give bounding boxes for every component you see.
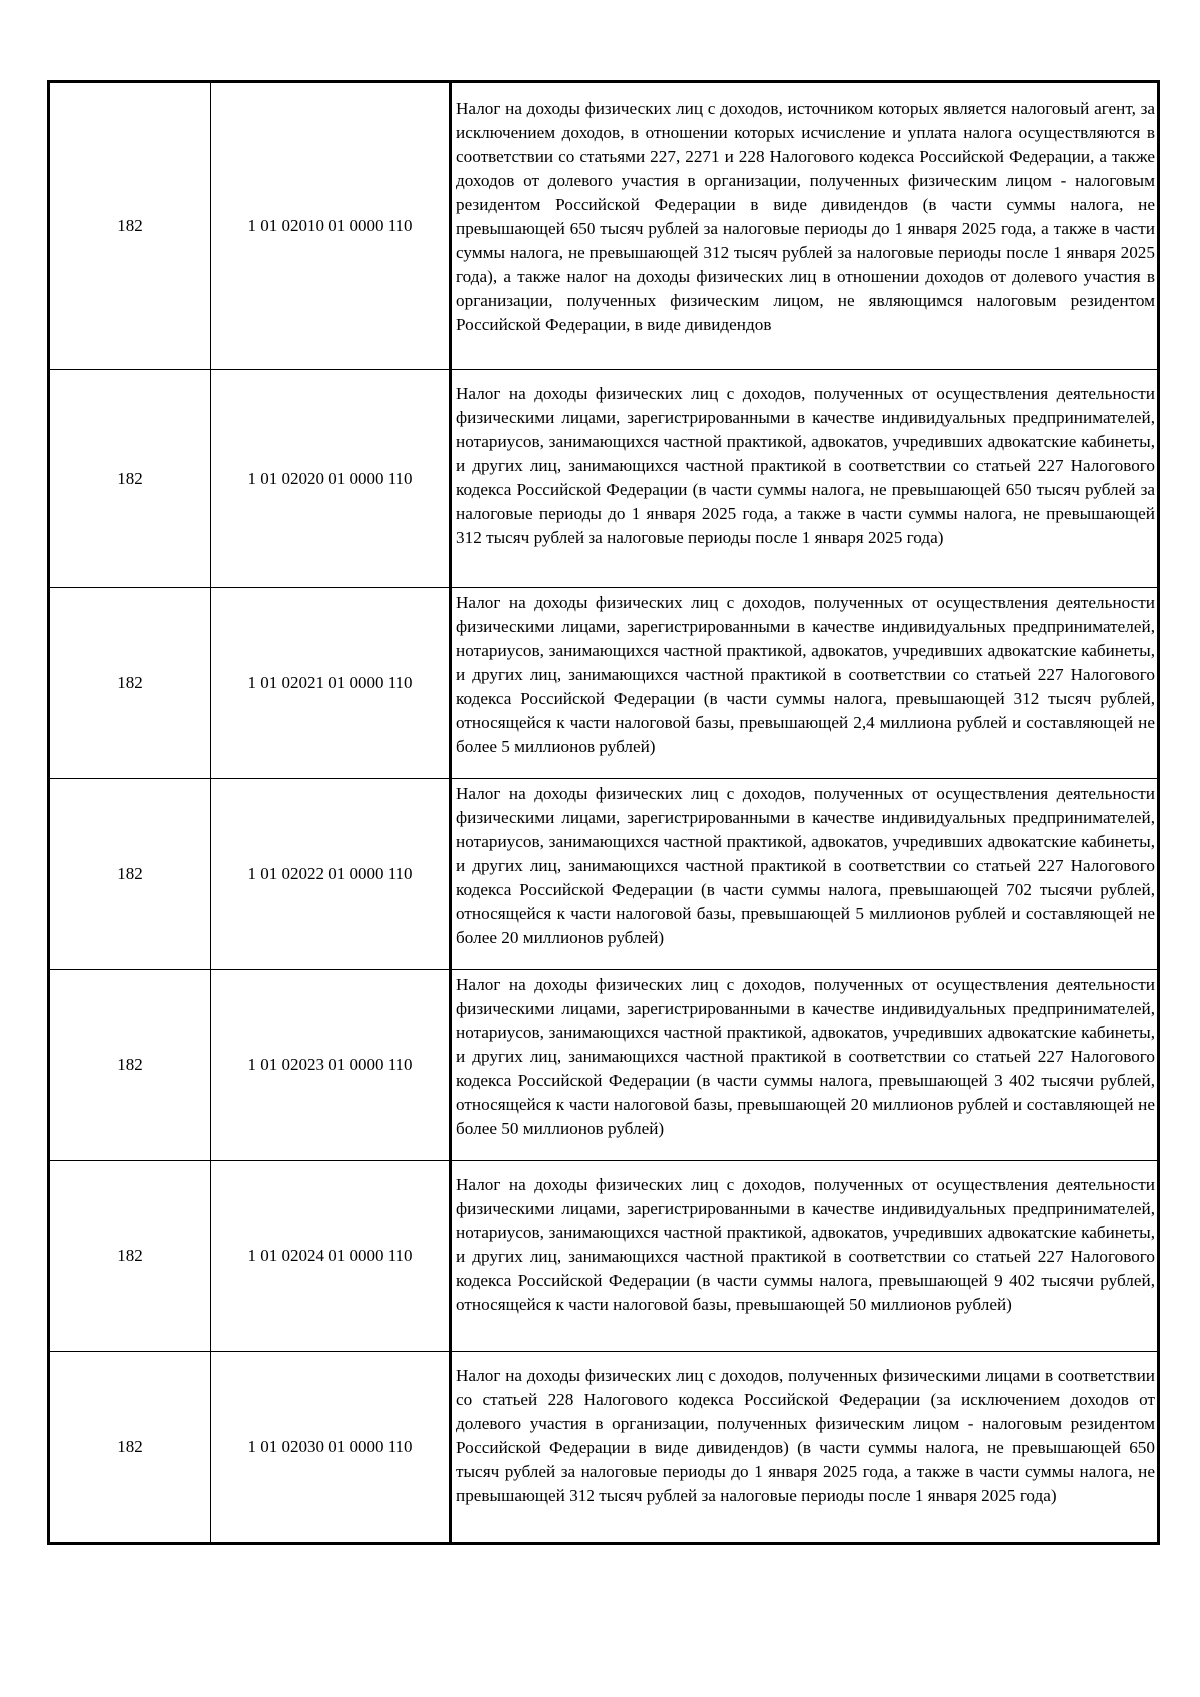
kbk-code-cell: 1 01 02010 01 0000 110: [211, 82, 451, 370]
income-name-cell: Налог на доходы физических лиц с доходов, полученных от осуществления деятельности физическими лицами, зарегистрированными в качестве индивидуальных предпринимателей, нотариусов, занимающихся частной практикой, адвокатов, учредивших адвокатские кабинеты, и других лиц, занимающихся частной практикой в соответствии со статьей 227 Налогового кодекса Российской Федерации (в части суммы налога, не превышающей 650 тысяч рублей за налоговые периоды до 1 января 2025 года, а также в части суммы налога, не превышающей 312 тысяч рублей за налоговые периоды после 1 января 2025 года): [451, 370, 1159, 588]
income-name-cell: Налог на доходы физических лиц с доходов, полученных от осуществления деятельности физическими лицами, зарегистрированными в качестве индивидуальных предпринимателей, нотариусов, занимающихся частной практикой, адвокатов, учредивших адвокатские кабинеты, и других лиц, занимающихся частной практикой в соответствии со статьей 227 Налогового кодекса Российской Федерации (в части суммы налога, превышающей 9 402 тысячи рублей, относящейся к части налоговой базы, превышающей 50 миллионов рублей): [451, 1161, 1159, 1352]
admin-code-cell: 182: [49, 370, 211, 588]
table-row: [49, 779, 1159, 970]
kbk-code-cell: 1 01 02020 01 0000 110: [211, 370, 451, 588]
table-row: [49, 970, 1159, 1161]
table-row: [49, 370, 1159, 588]
budget-classification-table: [47, 80, 1160, 1545]
income-name-cell: Налог на доходы физических лиц с доходов, полученных физическими лицами в соответствии со статьей 228 Налогового кодекса Российской Федерации (за исключением доходов от долевого участия в организации, полученных физическим лицом - налоговым резидентом Российской Федерации в виде дивидендов) (в части суммы налога, не превышающей 650 тысяч рублей за налоговые периоды до 1 января 2025 года, а также в части суммы налога, не превышающей 312 тысяч рублей за налоговые периоды после 1 января 2025 года): [451, 1352, 1159, 1544]
table-row: [49, 82, 1159, 370]
table-row: [49, 588, 1159, 779]
admin-code-cell: 182: [49, 1161, 211, 1352]
kbk-code-cell: 1 01 02024 01 0000 110: [211, 1161, 451, 1352]
income-name-cell: Налог на доходы физических лиц с доходов, источником которых является налоговый агент, за исключением доходов, в отношении которых исчисление и уплата налога осуществляются в соответствии со статьями 227, 2271 и 228 Налогового кодекса Российской Федерации, а также доходов от долевого участия в организации, полученных физическим лицом - налоговым резидентом Российской Федерации в виде дивидендов (в части суммы налога, не превышающей 650 тысяч рублей за налоговые периоды до 1 января 2025 года, а также в части суммы налога, не превышающей 312 тысяч рублей за налоговые периоды после 1 января 2025 года), а также налог на доходы физических лиц в отношении доходов от долевого участия в организации, полученных физическим лицом, не являющимся налоговым резидентом Российской Федерации, в виде дивидендов: [451, 82, 1159, 370]
kbk-code-cell: 1 01 02021 01 0000 110: [211, 588, 451, 779]
table-row: [49, 1352, 1159, 1544]
table-row: [49, 1161, 1159, 1352]
kbk-code-cell: 1 01 02022 01 0000 110: [211, 779, 451, 970]
admin-code-cell: 182: [49, 588, 211, 779]
admin-code-cell: 182: [49, 970, 211, 1161]
admin-code-cell: 182: [49, 82, 211, 370]
kbk-code-cell: 1 01 02030 01 0000 110: [211, 1352, 451, 1544]
admin-code-cell: 182: [49, 1352, 211, 1544]
income-name-cell: Налог на доходы физических лиц с доходов, полученных от осуществления деятельности физическими лицами, зарегистрированными в качестве индивидуальных предпринимателей, нотариусов, занимающихся частной практикой, адвокатов, учредивших адвокатские кабинеты, и других лиц, занимающихся частной практикой в соответствии со статьей 227 Налогового кодекса Российской Федерации (в части суммы налога, превышающей 3 402 тысячи рублей, относящейся к части налоговой базы, превышающей 20 миллионов рублей и составляющей не более 50 миллионов рублей): [451, 970, 1159, 1161]
income-name-cell: Налог на доходы физических лиц с доходов, полученных от осуществления деятельности физическими лицами, зарегистрированными в качестве индивидуальных предпринимателей, нотариусов, занимающихся частной практикой, адвокатов, учредивших адвокатские кабинеты, и других лиц, занимающихся частной практикой в соответствии со статьей 227 Налогового кодекса Российской Федерации (в части суммы налога, превышающей 702 тысячи рублей, относящейся к части налоговой базы, превышающей 5 миллионов рублей и составляющей не более 20 миллионов рублей): [451, 779, 1159, 970]
income-name-cell: Налог на доходы физических лиц с доходов, полученных от осуществления деятельности физическими лицами, зарегистрированными в качестве индивидуальных предпринимателей, нотариусов, занимающихся частной практикой, адвокатов, учредивших адвокатские кабинеты, и других лиц, занимающихся частной практикой в соответствии со статьей 227 Налогового кодекса Российской Федерации (в части суммы налога, превышающей 312 тысяч рублей, относящейся к части налоговой базы, превышающей 2,4 миллиона рублей и составляющей не более 5 миллионов рублей): [451, 588, 1159, 779]
kbk-code-cell: 1 01 02023 01 0000 110: [211, 970, 451, 1161]
admin-code-cell: 182: [49, 779, 211, 970]
